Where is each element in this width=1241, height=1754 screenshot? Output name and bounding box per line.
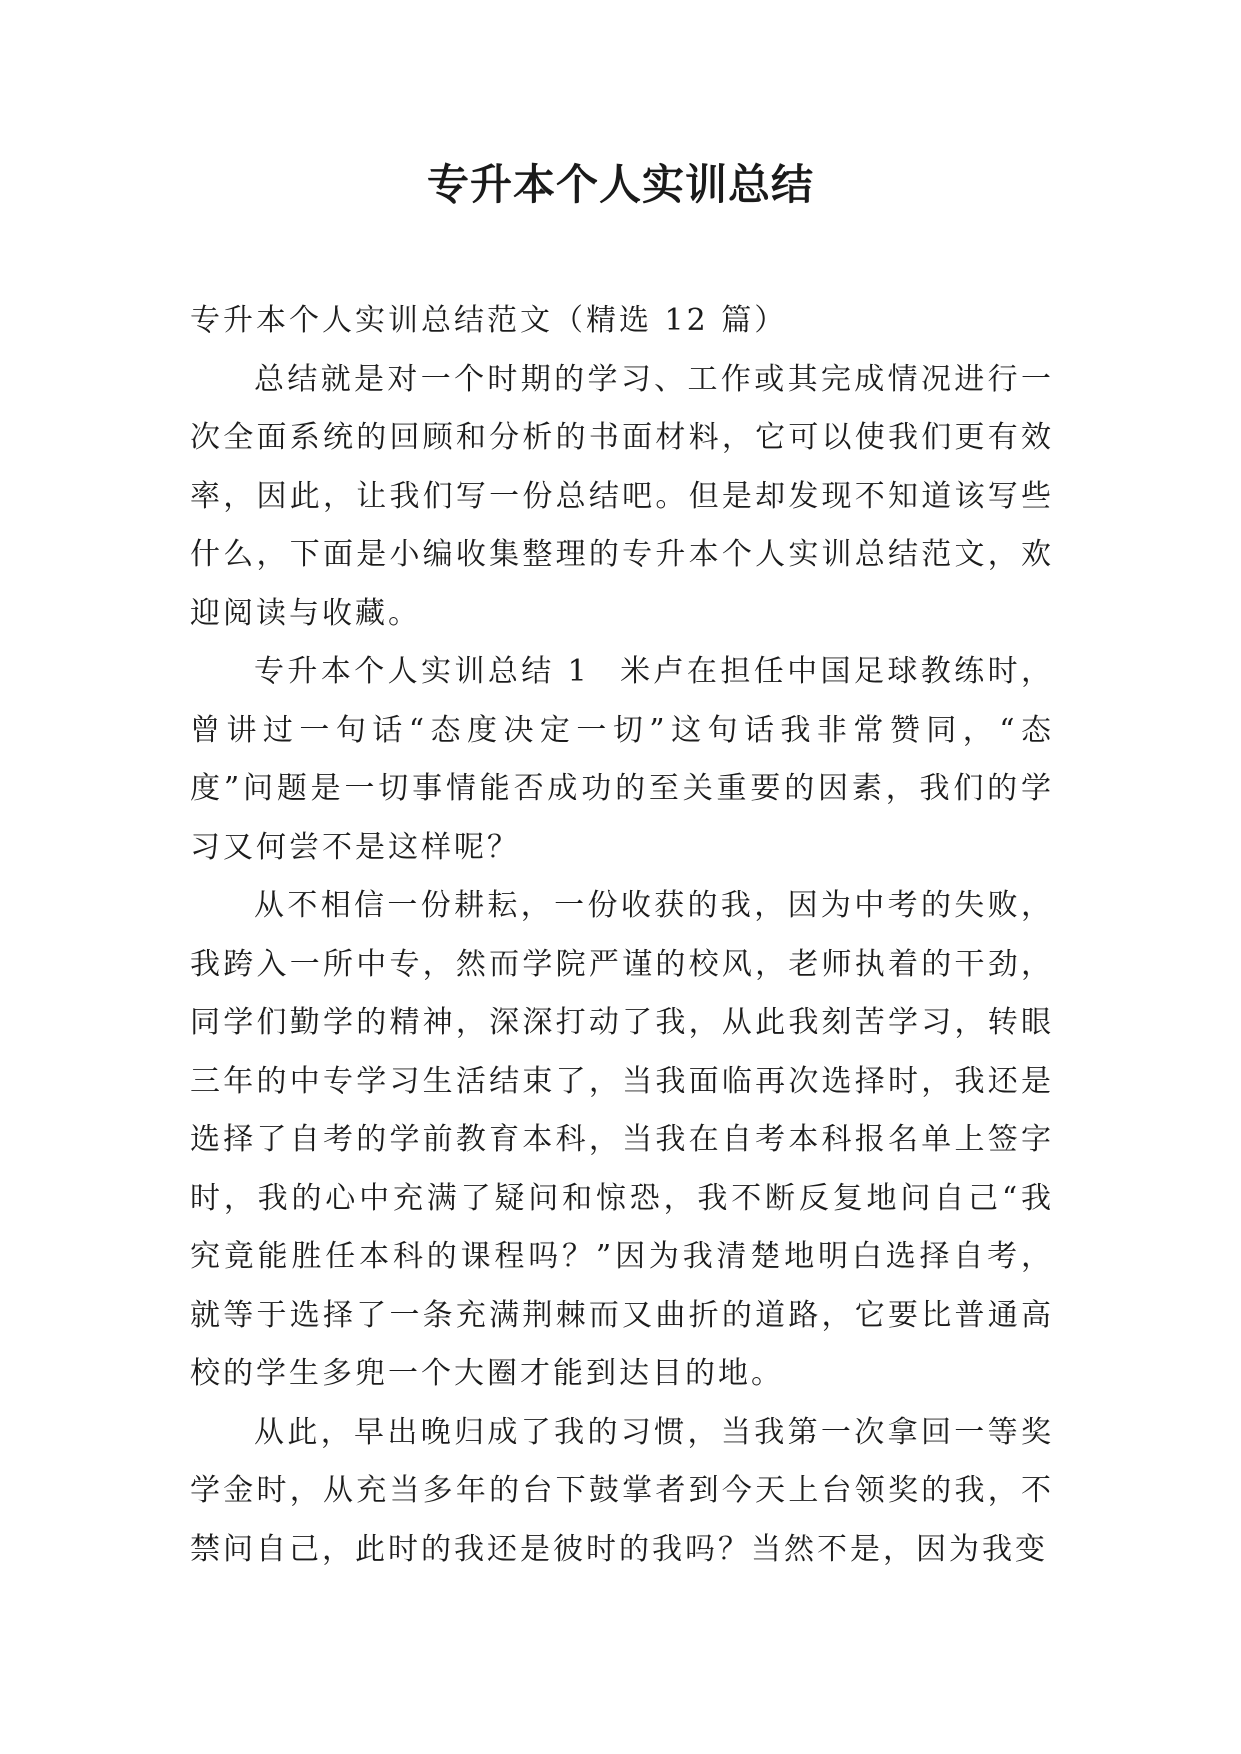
section1-text: 米卢在担任中国足球教练时，曾讲过一句话“态度决定一切”这句话我非常赞同，“态度”问题是一切事情能否成功的至关重要的因素，我们的学习又何尝不是这样呢？ <box>190 654 1055 865</box>
section1-heading: 专升本个人实训总结 1 <box>254 654 590 689</box>
document-subtitle: 专升本个人实训总结范文（精选 12 篇） <box>190 303 788 338</box>
body-paragraph-2: 从不相信一份耕耘，一份收获的我，因为中考的失败，我跨入一所中专，然而学院严谨的校风，老师执着的干劲，同学们勤学的精神，深深打动了我，从此我刻苦学习，转眼三年的中专学习生活结束了，当我面临再次选择时，我还是选择了自考的学前教育本科，当我在自考本科报名单上签字时，我的心中充满了疑问和惊恐，我不断反复地问自己“我究竟能胜任本科的课程吗？”因为我清楚地明白选择自考，就等于选择了一条充满荆棘而又曲折的道路，它要比普通高校的学生多兜一个大圈才能到达目的地。 <box>190 888 1054 1391</box>
body-paragraph-3: 从此，早出晚归成了我的习惯，当我第一次拿回一等奖学金时，从充当多年的台下鼓掌者到今天上台领奖的我，不禁问自己，此时的我还是彼时的我吗？当然不是，因为我变 <box>190 1414 1054 1567</box>
document-body <box>190 292 1054 1579</box>
intro-paragraph: 总结就是对一个时期的学习、工作或其完成情况进行一次全面系统的回顾和分析的书面材料，它可以使我们更有效率，因此，让我们写一份总结吧。但是却发现不知道该写些什么，下面是小编收集整理的专升本个人实训总结范文，欢迎阅读与收藏。 <box>190 361 1054 631</box>
document-title: 专升本个人实训总结 <box>426 160 814 209</box>
section1-paragraph <box>190 643 1054 877</box>
